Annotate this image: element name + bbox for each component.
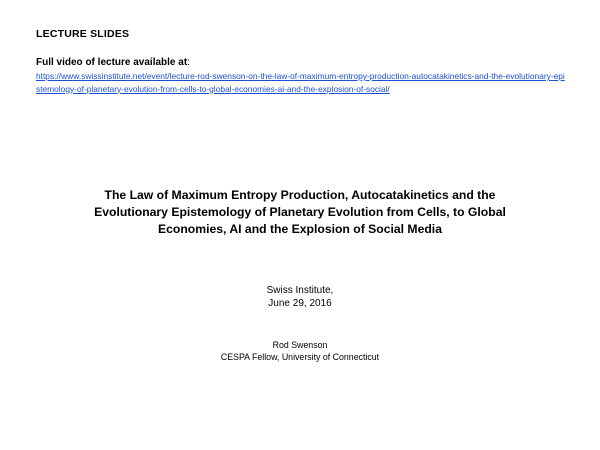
author-affiliation: CESPA Fellow, University of Connecticut: [220, 352, 380, 362]
video-label-colon: :: [187, 57, 190, 68]
title-line-1: The Law of Maximum Entropy Production, Autocatakinetics and the: [104, 188, 496, 202]
title-line-3: Economies, AI and the Explosion of Social Media: [158, 222, 442, 236]
venue-date: June 29, 2016: [268, 298, 332, 309]
video-availability-line: [36, 57, 190, 68]
lecture-video-link[interactable]: https://www.swissinstitute.net/event/lecture-rod-swenson-on-the-law-of-maximum-entropy-production-autocatakinetics-and-the-evolutionary-epistemology-of-planetary-evolution-from-cells-to-global-economies-ai-and-the-explosion-of-social/: [36, 71, 565, 94]
venue-block: [0, 284, 600, 310]
section-label: LECTURE SLIDES: [36, 28, 130, 40]
video-label: Full video of lecture available at: [36, 57, 188, 68]
venue-place: Swiss Institute,: [266, 285, 334, 296]
title-line-2: Evolutionary Epistemology of Planetary Evolution from Cells, to Global: [94, 205, 506, 219]
lecture-title: [40, 187, 560, 238]
author-block: [0, 339, 600, 363]
author-name: Rod Swenson: [272, 340, 328, 350]
